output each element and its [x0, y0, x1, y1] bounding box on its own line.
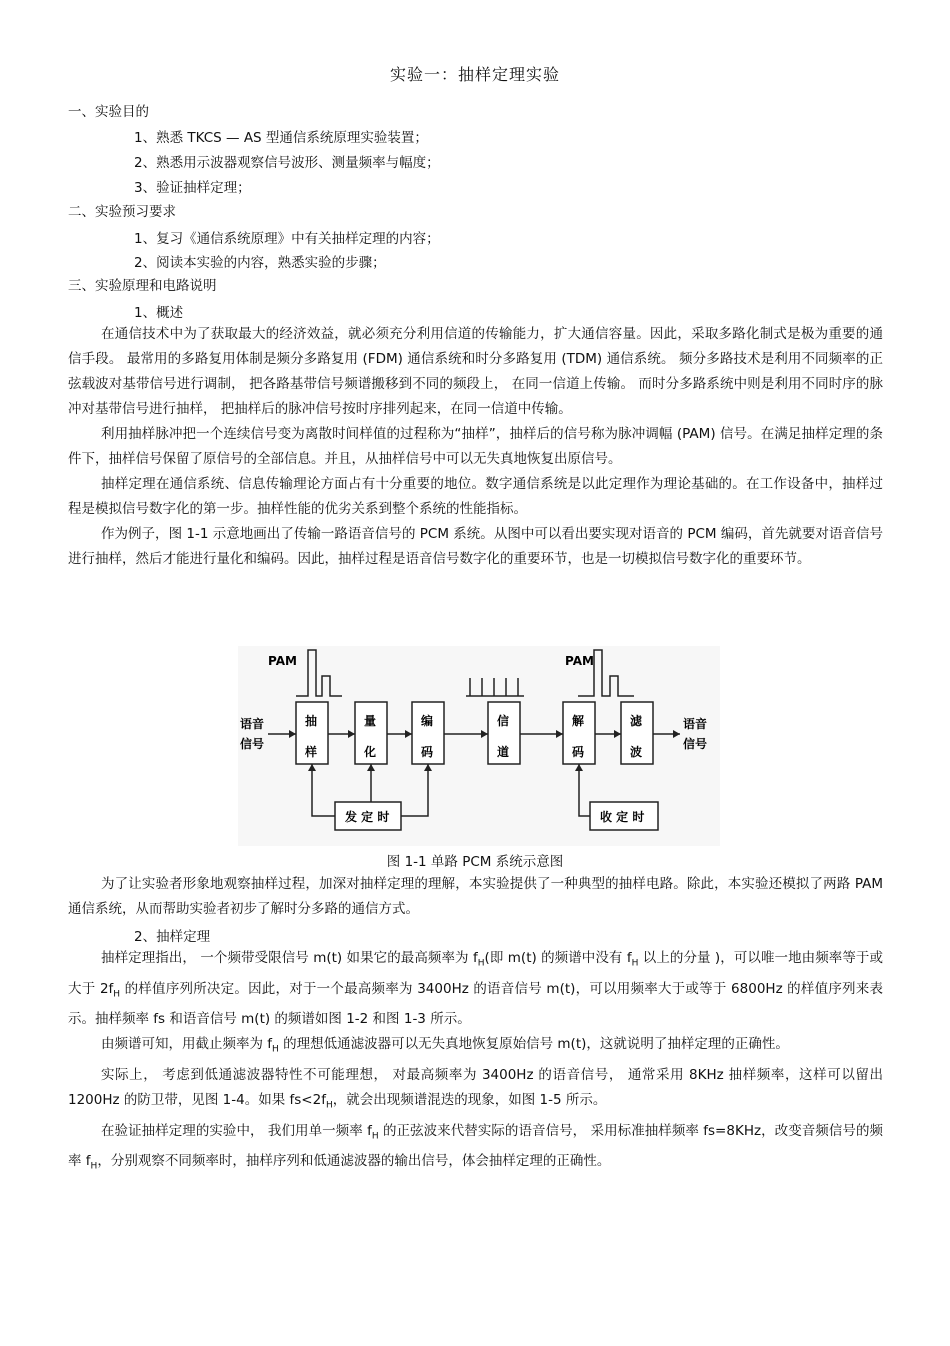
svg-text:信: 信 [497, 714, 510, 728]
section-heading-preview: 二、实验预习要求 [68, 204, 176, 220]
paragraph: 抽样定理在通信系统、信息传输理论方面占有十分重要的地位。数字通信系统是以此定理作为理论基础的。在工作设备中，抽样过程是模拟信号数字化的第一步。抽样性能的优劣关系到整个系统的性能指标。 [68, 476, 883, 517]
svg-text:码: 码 [421, 745, 434, 759]
paragraph-group-theorem [68, 946, 883, 1180]
block-filter [621, 702, 653, 764]
input-label-line1: 语音 [240, 717, 265, 731]
paragraph: 在通信技术中为了获取最大的经济效益，就必须充分利用信道的传输能力，扩大通信容量。因此，采取多路化制式是极为重要的通信手段。 最常用的多路复用体制是频分多路复用 (FDM) 通信系统和时分多路复用 (TDM) 通信系统。 频分多路技术是利用不同频率的正弦载波对基带信号进行调制， 把各路基带信号频谱搬移到不同的频段上， 在同一信道上传输。 而时分多路系统中则是利用不同时序的脉冲对基带信号进行抽样， 把抽样后的脉冲信号按时序排列起来，在同一信道中传输。 [68, 326, 883, 417]
svg-text:解: 解 [572, 714, 585, 728]
subsection-overview: 1、概述 [134, 305, 184, 321]
block-decode [563, 702, 595, 764]
svg-text:滤: 滤 [630, 714, 643, 728]
block-sampling [296, 702, 328, 764]
paragraph-group-intro [68, 872, 883, 922]
pam-label-left: PAM [268, 654, 297, 668]
section-heading-principle: 三、实验原理和电路说明 [68, 278, 217, 294]
svg-text:编: 编 [421, 714, 434, 728]
tx-clock-label: 发 定 时 [345, 810, 390, 824]
figure-caption: 图 1-1 单路 PCM 系统示意图 [386, 854, 564, 870]
block-encode [412, 702, 444, 764]
page-title: 实验一：抽样定理实验 [389, 65, 560, 84]
section-heading-purpose: 一、实验目的 [68, 104, 149, 120]
paragraph: 由频谱可知，用截止频率为 $f_H$ 的理想低通滤波器可以无失真地恢复原始信号 m(t)，这就说明了抽样定理的正确性。 [101, 1036, 789, 1056]
block-quantize [355, 702, 387, 764]
subsection-theorem: 2、抽样定理 [134, 929, 211, 945]
pcm-system-diagram [238, 646, 720, 846]
list-item: 3、验证抽样定理； [134, 180, 251, 196]
list-item: 2、熟悉用示波器观察信号波形、测量频率与幅度； [134, 155, 440, 171]
output-label-line1: 语音 [683, 717, 708, 731]
list-item: 1、复习《通信系统原理》中有关抽样定理的内容； [134, 231, 440, 247]
paragraph: 为了让实验者形象地观察抽样过程，加深对抽样定理的理解，本实验提供了一种典型的抽样电路。除此，本实验还模拟了两路 PAM 通信系统，从而帮助实验者初步了解时分多路的通信方式。 [68, 876, 883, 917]
svg-text:抽: 抽 [305, 714, 318, 728]
output-label-line2: 信号 [683, 737, 708, 751]
paragraph: 作为例子，图 1-1 示意地画出了传输一路语音信号的 PCM 系统。从图中可以看出要实现对语音的 PCM 编码，首先就要对语音信号进行抽样，然后才能进行量化和编码。因此，抽样过程是语音信号数字化的重要环节，也是一切模拟信号数字化的重要环节。 [68, 526, 883, 567]
paragraph-group-overview [68, 322, 883, 572]
svg-text:码: 码 [572, 745, 585, 759]
input-label-line2: 信号 [240, 737, 265, 751]
paragraph: 利用抽样脉冲把一个连续信号变为离散时间样值的过程称为“抽样”，抽样后的信号称为脉冲调幅 (PAM) 信号。在满足抽样定理的条件下，抽样信号保留了原信号的全部信息。并且，从抽样信号中可以无失真地恢复出原信号。 [68, 426, 883, 467]
svg-text:样: 样 [305, 745, 318, 759]
paragraph: 抽样定理指出， 一个频带受限信号 m(t) 如果它的最高频率为 $f_H$(即 m(t) 的频谱中没有 $f_H$ 以上的分量 )，可以唯一地由频率等于或大于 $2f_H$ 的样值序列所决定。因此，对于一个最高频率为 3400Hz 的语音信号 m(t)，可以用频率大于或等于 6800Hz 的样值序列来表示。抽样频率 fs 和语音信号 m(t) 的频谱如图 1-2 和图 1-3 所示。 [68, 950, 883, 1028]
svg-text:道: 道 [497, 745, 510, 759]
rx-clock-label: 收 定 时 [600, 810, 645, 824]
svg-text:量: 量 [364, 714, 377, 728]
paragraph: 实际上， 考虑到低通滤波器特性不可能理想， 对最高频率为 3400Hz 的语音信号， 通常采用 8KHz 抽样频率，这样可以留出 1200Hz 的防卫带，见图 1-4。如果 $fs<2f_H$，就会出现频谱混迭的现象，如图 1-5 所示。 [68, 1067, 883, 1111]
svg-text:化: 化 [364, 745, 377, 759]
pam-label-right: PAM [565, 654, 594, 668]
block-channel [488, 702, 520, 764]
list-item: 1、熟悉 TKCS — AS 型通信系统原理实验装置； [134, 130, 428, 146]
svg-text:波: 波 [630, 745, 643, 759]
list-item: 2、阅读本实验的内容，熟悉实验的步骤； [134, 255, 386, 271]
paragraph: 在验证抽样定理的实验中， 我们用单一频率 $f_H$ 的正弦波来代替实际的语音信号， 采用标准抽样频率 fs=8KHz，改变音频信号的频率 $f_H$，分别观察不同频率时，抽样序列和低通滤波器的输出信号，体会抽样定理的正确性。 [68, 1122, 883, 1173]
